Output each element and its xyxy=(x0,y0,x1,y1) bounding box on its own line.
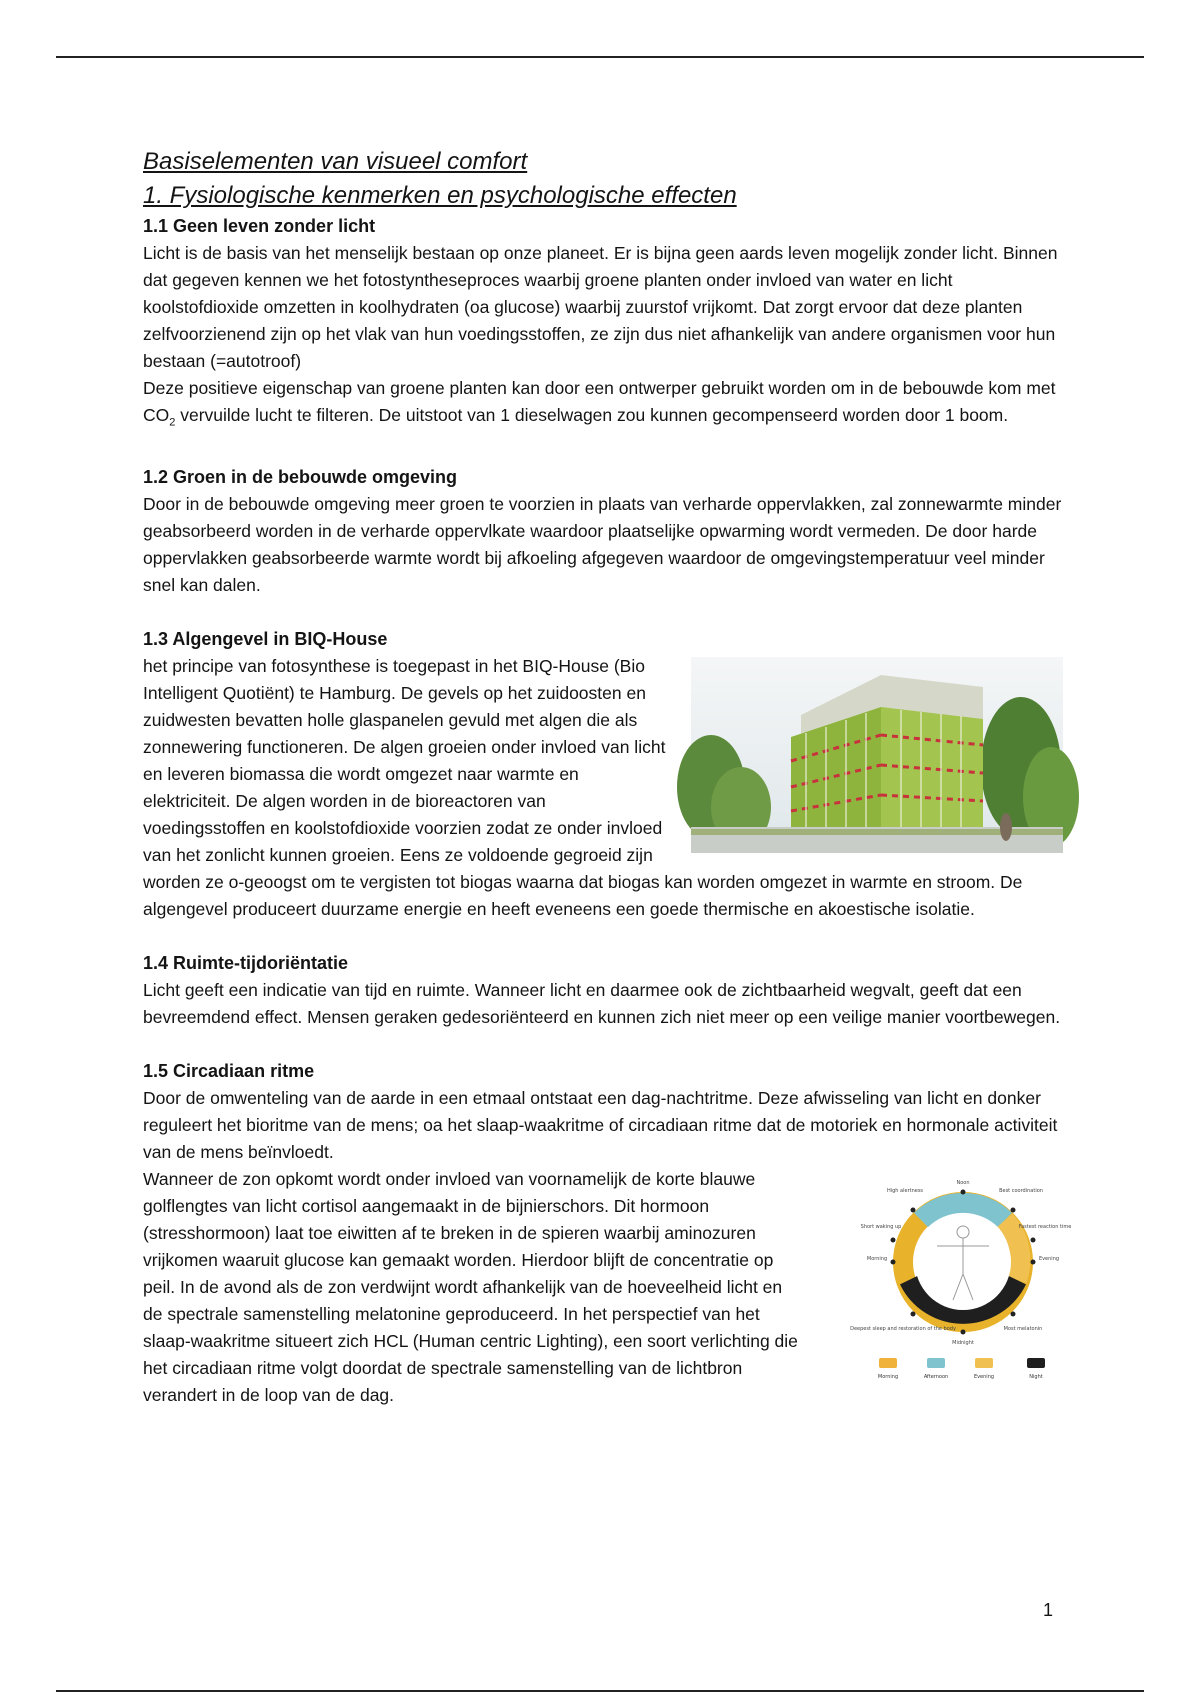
label-short-waking: Short waking up xyxy=(860,1223,902,1230)
section-1-5-paragraph-2: Wanneer de zon opkomt wordt onder invloed van voornamelijk de korte blauwe golflengtes van licht cortisol aangemaakt in de bijnierschors. Dit hormoon (stresshormoon) laat toe eiwitten af te breken in de spieren waarbij aminozuren vrijkomen waaruit glucose kan gemaakt worden. Hierdoor blijft de concentratie op peil. In de avond als de zon verdwijnt wordt afhankelijk van de hoeveelheid licht en de spectrale samenstelling melatonine geproduceerd. In het perspectief van het slaap-waakritme situeert zich HCL (Human centric Lighting), een soort verlichting die het circadiaan ritme volgt doordat de spectrale samenstelling van de lichtbron verandert in de loop van de dag. xyxy=(143,1168,798,1405)
section-heading-1-2: 1.2 Groen in de bebouwde omgeving xyxy=(143,466,458,487)
section-1-1-paragraph-1: Licht is de basis van het menselijk bestaan op onze planeet. Er is bijna geen aards leven mogelijk zonder licht. Binnen dat gegeven kennen we het fotostyntheseproces waarbij groene planten onder invloed van water en licht koolstofdioxide omzetten in koolhydraten (oa glucose) waarbij zuurstof vrijkomt. Dat zorgt ervoor dat deze planten zelfvoorzienend zijn op het vlak van hun voedingsstoffen, ze zijn dus niet afhankelijk van andere organismen voor hun bestaan (=autotroof) xyxy=(143,243,1058,371)
section-heading-1-1: 1.1 Geen leven zonder licht xyxy=(143,216,376,236)
co2-subscript: 2 xyxy=(169,416,176,429)
label-noon: Noon xyxy=(956,1179,970,1186)
section-1-2-paragraph: Door in de bebouwde omgeving meer groen te voorzien in plaats van verharde oppervlakken, zal zonnewarmte minder geabsorbeerd worden in de verharde oppervlkate waardoor plaatselijke opwarming wordt vermeden. De door harde oppervlakken geabsorbeerde warmte wordt bij afkoeling afgegeven waardoor de omgevingstemperatuur veel minder snel kan dalen. xyxy=(143,493,1062,595)
phase-afternoon: Afternoon xyxy=(923,1373,949,1380)
label-best-coordination: Best coordination xyxy=(999,1187,1043,1194)
co2-text-after: vervuilde lucht te filteren. De uitstoot van 1 dieselwagen zou kunnen gecompenseerd worden door 1 boom. xyxy=(175,405,1009,425)
label-evening: Evening xyxy=(1038,1255,1060,1262)
section-heading-1-4: 1.4 Ruimte-tijdoriëntatie xyxy=(143,952,349,973)
circadian-clock-illustration xyxy=(850,1170,1072,1396)
co2-text-before: Deze positieve eigenschap van groene planten kan door een ontwerper gebruikt worden om in de bebouwde kom met CO xyxy=(143,378,1056,425)
section-1-1-paragraph-2 xyxy=(143,375,1063,437)
section-1-4-paragraph: Licht geeft een indicatie van tijd en ruimte. Wanneer licht en daarmee ook de zichtbaarheid wegvalt, geeft dat een bevreemdend effect. Mensen geraken gedesoriënteerd en kunnen zich niet meer op een veilige manier voortbewegen. xyxy=(143,979,1061,1027)
label-midnight: Midnight xyxy=(952,1339,974,1346)
header-rule xyxy=(56,56,1144,58)
circadian-rhythm-diagram xyxy=(850,1170,1072,1396)
biq-house-photo xyxy=(691,657,1063,853)
document-title: Basiselementen van visueel comfort xyxy=(143,148,528,175)
page-number: 1 xyxy=(1043,1600,1054,1620)
section-1-5-paragraph-1: Door de omwenteling van de aarde in een etmaal ontstaat een dag-nachtritme. Deze afwisseling van licht en donker reguleert het bioritme van de mens; oa het slaap-waakritme of circadiaan ritme dat de motoriek en hormonale activiteit van de mens beïnvloedt. xyxy=(143,1087,1058,1162)
section-heading-1-5: 1.5 Circadiaan ritme xyxy=(143,1060,315,1081)
phase-evening: Evening xyxy=(973,1373,995,1380)
phase-morning: Morning xyxy=(877,1373,899,1380)
section-1-3-paragraph: het principe van fotosynthese is toegepast in het BIQ-House (Bio Intelligent Quotiënt) te Hamburg. De gevels op het zuidoosten en zuidwesten bevatten holle glaspanelen gevuld met algen die als zonnewering functioneren. De algen groeien onder invloed van licht en leveren biomassa die wordt omgezet naar warmte en elektriciteit. De algen worden in de bioreactoren van voedingsstoffen en koolstofdioxide voorzien zodat ze onder invloed van het zonlicht kunnen groeien. Eens ze voldoende gegroeid zijn worden ze o-geoogst om te vergisten tot biogas waarna dat biogas kan worden omgezet in warmte en stroom. De algengevel produceert duurzame energie en heeft eveneens een goede thermische en akoestische isolatie. xyxy=(143,655,1023,919)
label-high-alertness: High alertness xyxy=(886,1187,924,1194)
label-most-melatonin: Most melatonin xyxy=(1003,1325,1043,1332)
label-fastest-reaction: Fastest reaction time xyxy=(1018,1223,1072,1230)
biq-house-illustration xyxy=(691,657,1063,853)
label-morning: Morning xyxy=(866,1255,888,1262)
document-body xyxy=(143,145,1072,1409)
phase-night: Night xyxy=(1029,1373,1043,1380)
footer-rule xyxy=(56,1690,1144,1692)
chapter-title: 1. Fysiologische kenmerken en psychologische effecten xyxy=(143,182,737,209)
section-heading-1-3: 1.3 Algengevel in BIQ-House xyxy=(143,628,388,649)
label-deepest-sleep: Deepest sleep and restoration of the body xyxy=(850,1325,956,1332)
